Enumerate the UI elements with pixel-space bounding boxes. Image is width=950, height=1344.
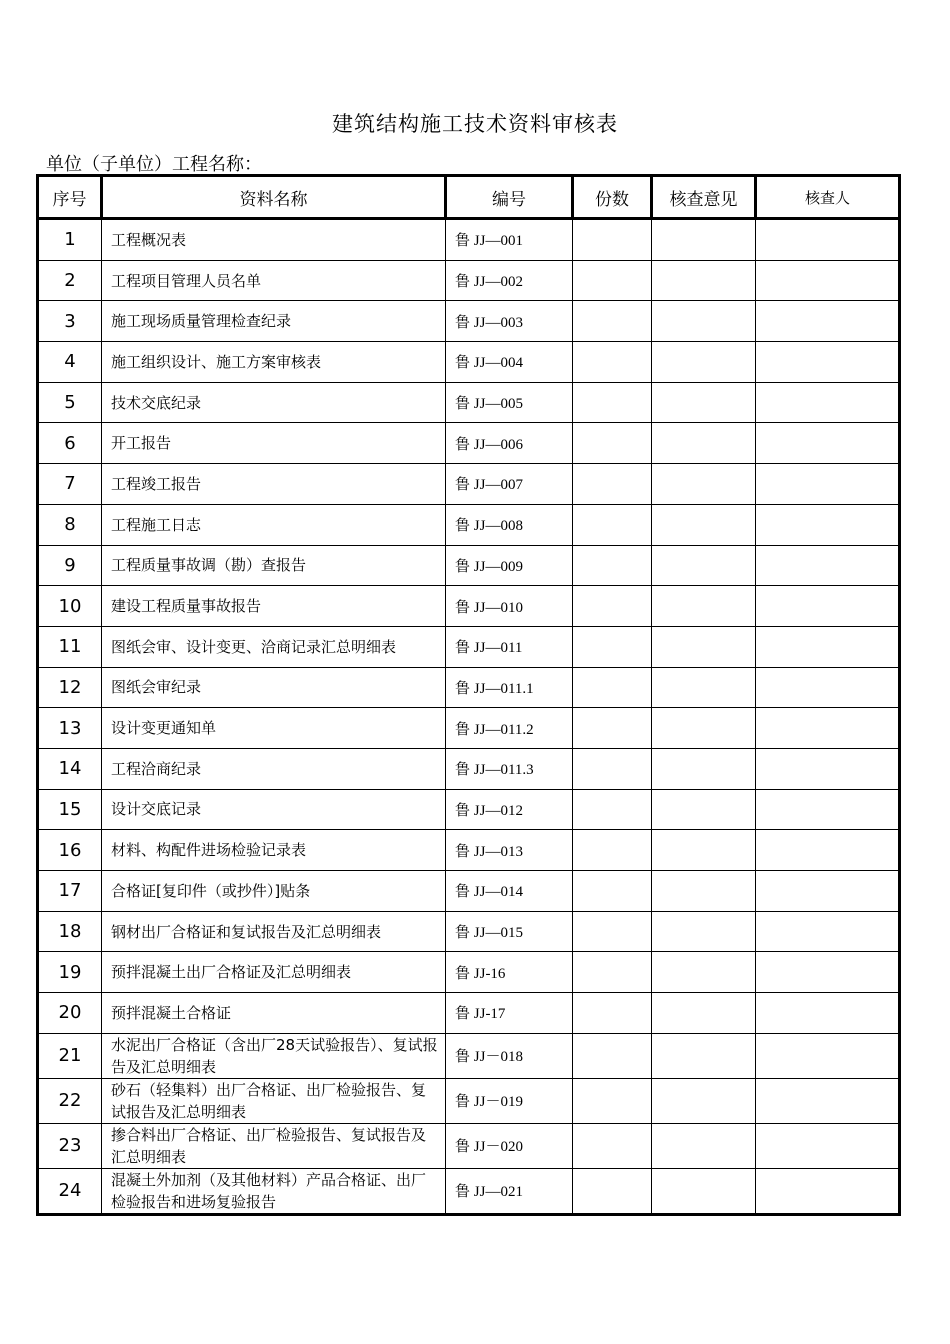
row-reviewer-cell[interactable] [756,1168,900,1214]
row-code-number: JJ—010 [470,599,523,616]
table-row [38,871,900,912]
row-code-number: JJ—003 [470,314,523,331]
row-copies-cell[interactable] [573,301,652,342]
row-serial-no: 4 [38,342,102,383]
row-serial-no: 21 [38,1033,102,1078]
row-code [446,911,573,952]
row-code-number: JJ—011.2 [470,721,534,738]
row-opinion-cell[interactable] [652,423,756,464]
row-document-name: 技术交底纪录 [102,382,446,423]
header-reviewer: 核查人 [756,176,900,219]
page-title: 建筑结构施工技术资料审核表 [332,112,618,136]
row-code-number: JJ—013 [470,843,523,860]
row-reviewer-cell[interactable] [756,993,900,1034]
row-reviewer-cell[interactable] [756,382,900,423]
header-copies: 份数 [573,176,652,219]
table-row [38,667,900,708]
row-copies-cell[interactable] [573,993,652,1034]
row-copies-cell[interactable] [573,260,652,301]
row-document-name: 工程质量事故调（勘）查报告 [102,545,446,586]
row-code [446,423,573,464]
header-serial-no: 序号 [38,176,102,219]
row-reviewer-cell[interactable] [756,545,900,586]
row-document-name: 图纸会审、设计变更、洽商记录汇总明细表 [102,626,446,667]
row-reviewer-cell[interactable] [756,1123,900,1168]
row-code-prefix: 鲁 [455,434,471,453]
row-code [446,1168,573,1214]
table-row [38,626,900,667]
row-code [446,545,573,586]
row-serial-no: 1 [38,219,102,261]
row-document-name: 施工现场质量管理检查纪录 [102,301,446,342]
table-row [38,789,900,830]
row-reviewer-cell[interactable] [756,830,900,871]
table-row [38,748,900,789]
row-serial-no: 14 [38,748,102,789]
table-row [38,1033,900,1078]
row-opinion-cell[interactable] [652,748,756,789]
row-copies-cell[interactable] [573,952,652,993]
row-document-name: 工程施工日志 [102,504,446,545]
row-copies-cell[interactable] [573,830,652,871]
row-code-prefix: 鲁 [455,556,471,575]
table-row [38,1123,900,1168]
row-opinion-cell[interactable] [652,830,756,871]
row-opinion-cell[interactable] [652,1033,756,1078]
row-document-name: 设计变更通知单 [102,708,446,749]
row-serial-no: 16 [38,830,102,871]
row-code-number: JJ-16 [470,965,506,982]
row-opinion-cell[interactable] [652,464,756,505]
row-document-name: 工程洽商纪录 [102,748,446,789]
row-copies-cell[interactable] [573,871,652,912]
row-code-number: JJ－020 [470,1139,523,1156]
table-row [38,586,900,627]
row-reviewer-cell[interactable] [756,1033,900,1078]
row-document-name: 施工组织设计、施工方案审核表 [102,342,446,383]
row-serial-no: 22 [38,1078,102,1123]
header-document-name: 资料名称 [102,176,446,219]
row-document-name: 混凝土外加剂（及其他材料）产品合格证、出厂检验报告和进场复验报告 [102,1168,446,1214]
table-row [38,708,900,749]
row-document-name: 开工报告 [102,423,446,464]
row-reviewer-cell[interactable] [756,871,900,912]
row-serial-no: 6 [38,423,102,464]
row-reviewer-cell[interactable] [756,219,900,261]
row-code-number: JJ—005 [470,396,523,413]
row-serial-no: 17 [38,871,102,912]
row-code-prefix: 鲁 [455,923,471,942]
row-opinion-cell[interactable] [652,1123,756,1168]
row-code-prefix: 鲁 [455,760,471,779]
row-code-prefix: 鲁 [455,312,471,331]
row-document-name: 工程竣工报告 [102,464,446,505]
row-code-prefix: 鲁 [455,394,471,413]
row-code [446,626,573,667]
table-row [38,545,900,586]
row-code-prefix: 鲁 [455,800,471,819]
row-copies-cell[interactable] [573,626,652,667]
row-code-prefix: 鲁 [455,1047,471,1066]
row-document-name: 钢材出厂合格证和复试报告及汇总明细表 [102,911,446,952]
unit-project-name-label: 单位（子单位）工程名称： [46,154,262,175]
row-code [446,789,573,830]
row-reviewer-cell[interactable] [756,423,900,464]
header-review-opinion: 核查意见 [652,176,756,219]
row-document-name: 水泥出厂合格证（含出厂28天试验报告）、复试报告及汇总明细表 [102,1033,446,1078]
row-copies-cell[interactable] [573,789,652,830]
row-code [446,342,573,383]
row-document-name: 预拌混凝土合格证 [102,993,446,1034]
table-row [38,1078,900,1123]
row-code-number: JJ—015 [470,925,523,942]
row-code-prefix: 鲁 [455,475,471,494]
row-code-prefix: 鲁 [455,841,471,860]
table-row [38,993,900,1034]
row-opinion-cell[interactable] [652,993,756,1034]
row-opinion-cell[interactable] [652,667,756,708]
row-code-number: JJ—011.3 [470,762,534,779]
row-code [446,993,573,1034]
row-copies-cell[interactable] [573,1123,652,1168]
row-reviewer-cell[interactable] [756,626,900,667]
row-code-number: JJ—001 [470,233,523,250]
row-serial-no: 2 [38,260,102,301]
row-reviewer-cell[interactable] [756,789,900,830]
row-code [446,952,573,993]
row-reviewer-cell[interactable] [756,504,900,545]
row-document-name: 材料、构配件进场检验记录表 [102,830,446,871]
row-reviewer-cell[interactable] [756,301,900,342]
row-serial-no: 5 [38,382,102,423]
row-serial-no: 11 [38,626,102,667]
row-code [446,260,573,301]
row-reviewer-cell[interactable] [756,586,900,627]
row-code-number: JJ—004 [470,355,523,372]
row-serial-no: 23 [38,1123,102,1168]
row-document-name: 工程概况表 [102,219,446,261]
review-table [36,174,901,1216]
row-code-number: JJ—002 [470,274,523,291]
row-copies-cell[interactable] [573,464,652,505]
row-code-prefix: 鲁 [455,353,471,372]
row-code-number: JJ—009 [470,558,523,575]
row-opinion-cell[interactable] [652,219,756,261]
table-row [38,952,900,993]
row-code-prefix: 鲁 [455,1137,471,1156]
row-copies-cell[interactable] [573,586,652,627]
row-code [446,586,573,627]
row-opinion-cell[interactable] [652,708,756,749]
row-code [446,871,573,912]
row-opinion-cell[interactable] [652,545,756,586]
row-document-name: 预拌混凝土出厂合格证及汇总明细表 [102,952,446,993]
row-code [446,1033,573,1078]
header-code: 编号 [446,176,573,219]
row-serial-no: 9 [38,545,102,586]
row-opinion-cell[interactable] [652,260,756,301]
row-serial-no: 12 [38,667,102,708]
table-row [38,260,900,301]
row-code-prefix: 鲁 [455,1092,471,1111]
table-row [38,219,900,261]
row-copies-cell[interactable] [573,911,652,952]
row-code [446,504,573,545]
row-reviewer-cell[interactable] [756,667,900,708]
table-row [38,342,900,383]
row-code [446,464,573,505]
row-opinion-cell[interactable] [652,382,756,423]
row-code-number: JJ－019 [470,1094,523,1111]
row-opinion-cell[interactable] [652,911,756,952]
row-copies-cell[interactable] [573,219,652,261]
row-document-name: 合格证[复印件（或抄件）]贴条 [102,871,446,912]
row-opinion-cell[interactable] [652,1168,756,1214]
row-code-prefix: 鲁 [455,1182,471,1201]
row-code-prefix: 鲁 [455,719,471,738]
row-code-number: JJ—021 [470,1184,523,1201]
row-serial-no: 10 [38,586,102,627]
row-code-prefix: 鲁 [455,882,471,901]
row-copies-cell[interactable] [573,382,652,423]
row-code-number: JJ—007 [470,477,523,494]
row-serial-no: 19 [38,952,102,993]
row-copies-cell[interactable] [573,708,652,749]
row-opinion-cell[interactable] [652,1078,756,1123]
row-document-name: 设计交底记录 [102,789,446,830]
table-row [38,423,900,464]
table-row [38,301,900,342]
row-code-prefix: 鲁 [455,516,471,535]
row-code-prefix: 鲁 [455,678,471,697]
row-code-prefix: 鲁 [455,597,471,616]
row-code [446,830,573,871]
row-copies-cell[interactable] [573,545,652,586]
row-code-prefix: 鲁 [455,231,471,250]
row-copies-cell[interactable] [573,1033,652,1078]
row-copies-cell[interactable] [573,342,652,383]
table-row [38,464,900,505]
row-serial-no: 8 [38,504,102,545]
row-code-number: JJ—008 [470,518,523,535]
row-code-number: JJ-17 [470,1006,506,1023]
row-opinion-cell[interactable] [652,586,756,627]
row-opinion-cell[interactable] [652,789,756,830]
table-header-row [38,176,900,219]
row-serial-no: 7 [38,464,102,505]
table-row [38,1168,900,1214]
row-reviewer-cell[interactable] [756,464,900,505]
table-row [38,382,900,423]
row-opinion-cell[interactable] [652,952,756,993]
row-code [446,219,573,261]
row-copies-cell[interactable] [573,1168,652,1214]
row-opinion-cell[interactable] [652,342,756,383]
row-reviewer-cell[interactable] [756,952,900,993]
row-code-number: JJ—006 [470,436,523,453]
row-copies-cell[interactable] [573,1078,652,1123]
row-document-name: 图纸会审纪录 [102,667,446,708]
row-code [446,1123,573,1168]
row-serial-no: 15 [38,789,102,830]
row-reviewer-cell[interactable] [756,1078,900,1123]
row-code [446,301,573,342]
row-reviewer-cell[interactable] [756,748,900,789]
row-code-number: JJ—012 [470,802,523,819]
row-document-name: 建设工程质量事故报告 [102,586,446,627]
row-opinion-cell[interactable] [652,871,756,912]
row-serial-no: 3 [38,301,102,342]
row-serial-no: 18 [38,911,102,952]
row-code [446,667,573,708]
row-opinion-cell[interactable] [652,626,756,667]
row-code-prefix: 鲁 [455,1004,471,1023]
row-opinion-cell[interactable] [652,301,756,342]
row-document-name: 砂石（轻集料）出厂合格证、出厂检验报告、复试报告及汇总明细表 [102,1078,446,1123]
row-code [446,708,573,749]
row-reviewer-cell[interactable] [756,260,900,301]
row-reviewer-cell[interactable] [756,708,900,749]
row-code-prefix: 鲁 [455,272,471,291]
row-code-number: JJ—011.1 [470,680,534,697]
row-code [446,1078,573,1123]
row-serial-no: 13 [38,708,102,749]
row-serial-no: 24 [38,1168,102,1214]
row-serial-no: 20 [38,993,102,1034]
row-code-number: JJ－018 [470,1049,523,1066]
row-code-prefix: 鲁 [455,963,471,982]
row-document-name: 掺合料出厂合格证、出厂检验报告、复试报告及汇总明细表 [102,1123,446,1168]
row-copies-cell[interactable] [573,667,652,708]
row-opinion-cell[interactable] [652,504,756,545]
row-code [446,382,573,423]
row-copies-cell[interactable] [573,423,652,464]
row-code-number: JJ—011 [470,640,523,657]
table-row [38,830,900,871]
row-code-prefix: 鲁 [455,638,471,657]
row-reviewer-cell[interactable] [756,342,900,383]
row-copies-cell[interactable] [573,504,652,545]
row-code [446,748,573,789]
row-document-name: 工程项目管理人员名单 [102,260,446,301]
table-row [38,911,900,952]
row-code-number: JJ—014 [470,884,523,901]
row-copies-cell[interactable] [573,748,652,789]
table-row [38,504,900,545]
row-reviewer-cell[interactable] [756,911,900,952]
